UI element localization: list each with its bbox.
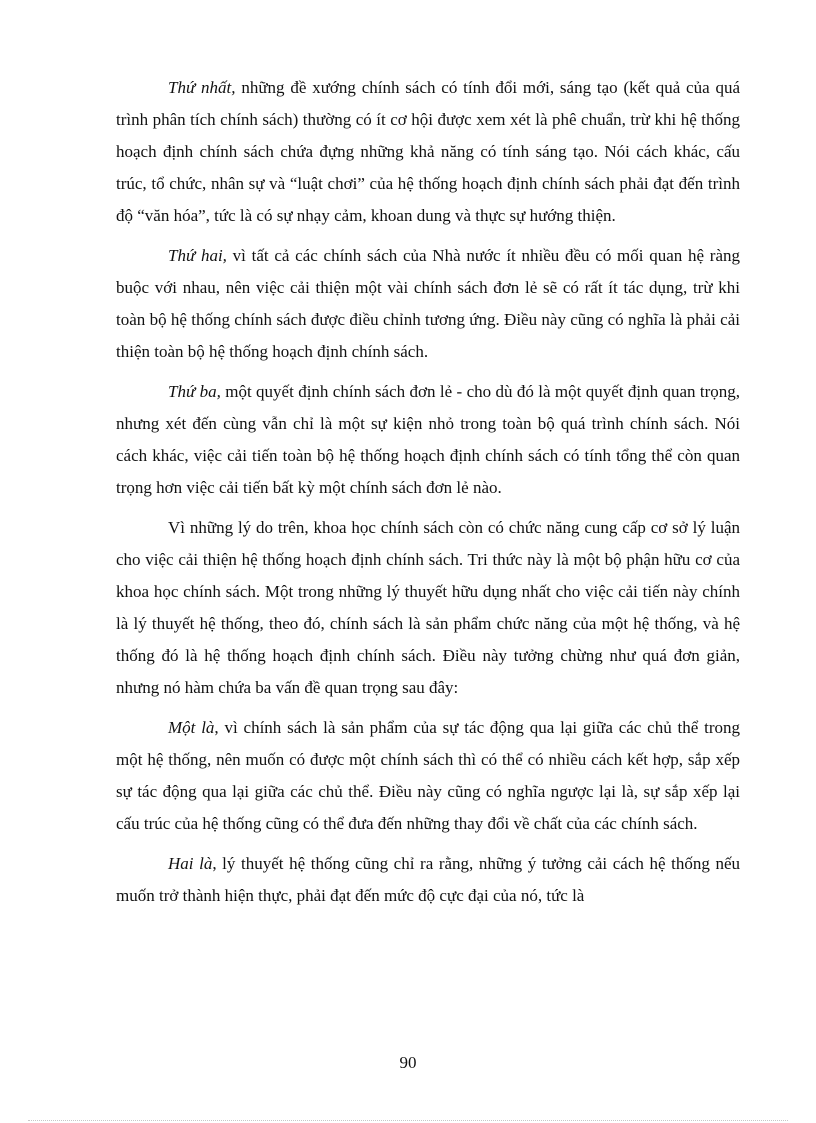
- paragraph-text: vì tất cả các chính sách của Nhà nước ít nhiều đều có mối quan hệ ràng buộc với nhau, nên việc cải thiện một vài chính sách đơn lẻ sẽ có rất ít tác dụng, trừ khi toàn bộ hệ thống chính sách được điều chỉnh tương ứng. Điều này cũng có nghĩa là phải cải thiện toàn bộ hệ thống hoạch định chính sách.: [116, 246, 740, 361]
- paragraph-text: , lý thuyết hệ thống cũng chỉ ra rằng, những ý tưởng cải cách hệ thống nếu muốn trở thành hiện thực, phải đạt đến mức độ cực đại của nó, tức là: [116, 854, 740, 905]
- paragraph-lead: Thứ hai,: [168, 246, 227, 265]
- paragraph-ly-do: [116, 512, 740, 704]
- page-bottom-divider: [28, 1120, 788, 1121]
- paragraph-thu-nhat: [116, 72, 740, 232]
- body-text: [116, 72, 740, 920]
- paragraph-text: Vì những lý do trên, khoa học chính sách còn có chức năng cung cấp cơ sở lý luận cho việc cải thiện hệ thống hoạch định chính sách. Tri thức này là một bộ phận hữu cơ của khoa học chính sách. Một trong những lý thuyết hữu dụng nhất cho việc cải tiến này chính là lý thuyết hệ thống, theo đó, chính sách là sản phẩm chức năng của một hệ thống, và hệ thống đó là hệ thống hoạch định chính sách. Điều này tưởng chừng như quá đơn giản, nhưng nó hàm chứa ba vấn đề quan trọng sau đây:: [116, 518, 740, 697]
- page-number: 90: [399, 1053, 417, 1072]
- paragraph-thu-hai: [116, 240, 740, 368]
- paragraph-text: những đề xướng chính sách có tính đổi mới, sáng tạo (kết quả của quá trình phân tích chính sách) thường có ít cơ hội được xem xét là phê chuẩn, trừ khi hệ thống hoạch định chính sách chứa đựng những khả năng có tính sáng tạo. Nói cách khác, cấu trúc, tổ chức, nhân sự và “luật chơi” của hệ thống hoạch định chính sách phải đạt đến trình độ “văn hóa”, tức là có sự nhạy cảm, khoan dung và thực sự hướng thiện.: [116, 78, 740, 225]
- paragraph-lead: Thứ ba,: [168, 382, 221, 401]
- paragraph-lead: Hai là: [168, 854, 213, 873]
- paragraph-hai-la: [116, 848, 740, 912]
- paragraph-text: một quyết định chính sách đơn lẻ - cho dù đó là một quyết định quan trọng, nhưng xét đến cùng vẫn chỉ là một sự kiện nhỏ trong toàn bộ quá trình chính sách. Nói cách khác, việc cải tiến toàn bộ hệ thống hoạch định chính sách có tính tổng thể còn quan trọng hơn việc cải tiến bất kỳ một chính sách đơn lẻ nào.: [116, 382, 740, 497]
- paragraph-lead: Một là: [168, 718, 215, 737]
- paragraph-lead: Thứ nhất,: [168, 78, 236, 97]
- paragraph-text: , vì chính sách là sản phẩm của sự tác động qua lại giữa các chủ thể trong một hệ thống, nên muốn có được một chính sách thì có thể có nhiều cách kết hợp, sắp xếp sự tác động qua lại giữa các chủ thể. Điều này cũng có nghĩa ngược lại là, sự sắp xếp lại cấu trúc của hệ thống cũng có thể đưa đến những thay đổi về chất của các chính sách.: [116, 718, 740, 833]
- paragraph-mot-la: [116, 712, 740, 840]
- paragraph-thu-ba: [116, 376, 740, 504]
